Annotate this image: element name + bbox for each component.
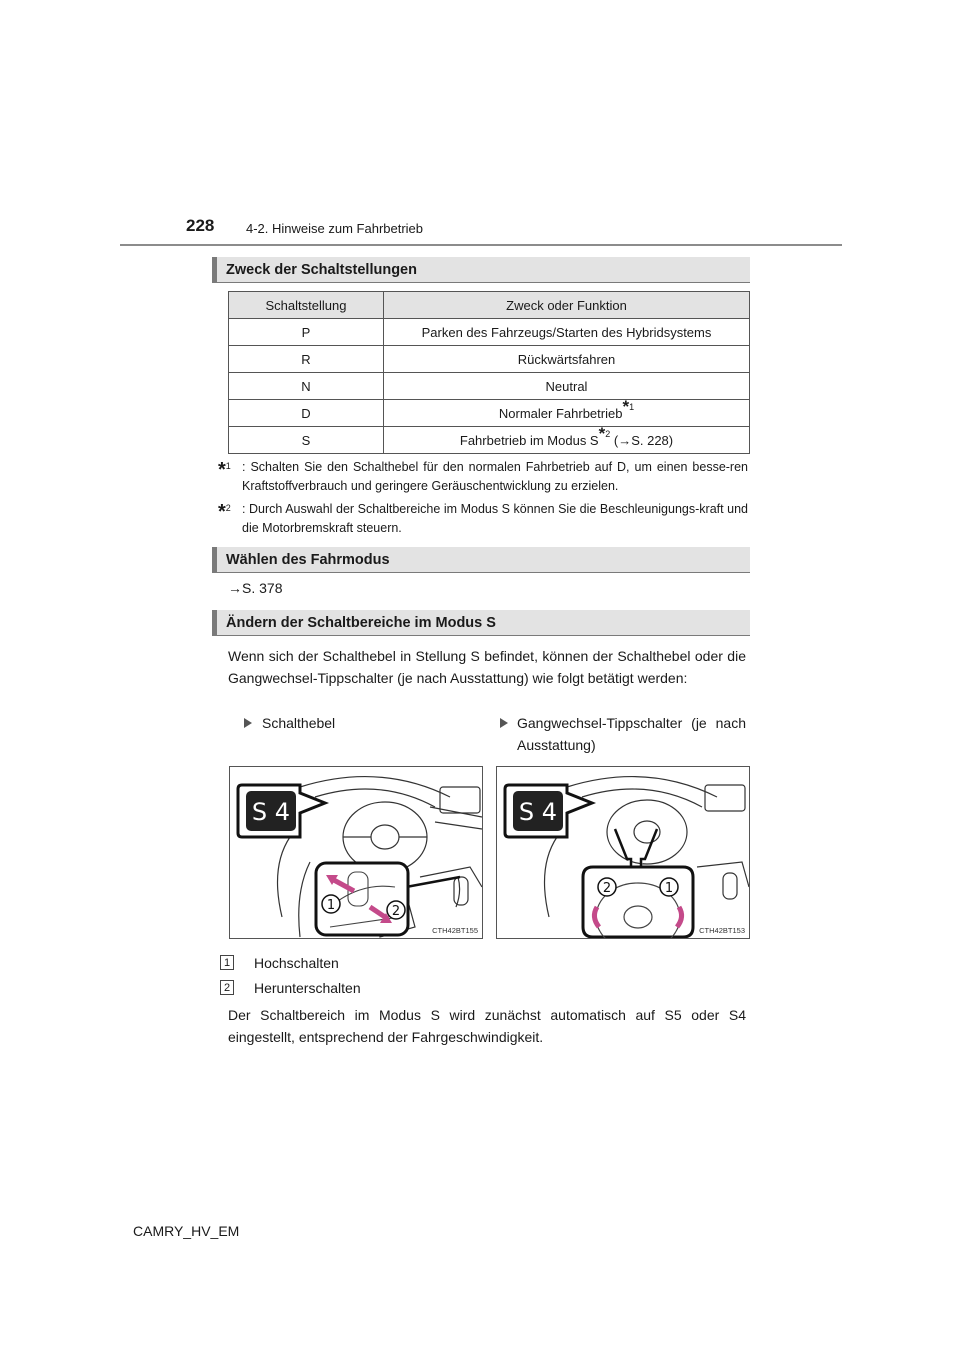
table-row (229, 346, 750, 373)
paddle-shifter-illustration (497, 767, 750, 939)
number-box: 1 (220, 955, 234, 970)
footnote-2 (218, 500, 748, 538)
intro-paragraph: Wenn sich der Schalthebel in Stellung S befindet, können der Schalthebel oder die Gangwechsel-Tippschalter (je nach Ausstattung) wie folgt betätigt werden: (228, 648, 746, 686)
table-cell-position: S (229, 427, 384, 454)
legend-item-downshift (220, 977, 361, 999)
table-header-row (229, 292, 750, 319)
bullet-label: Schalthebel (262, 715, 336, 731)
legend-text: Herunterschalten (254, 980, 361, 996)
bullet-paddle-shifters (500, 712, 746, 756)
bullet-label: Gangwechsel-Tippschalter (je nach Ausstattung) (517, 715, 746, 753)
table-row (229, 427, 750, 454)
table-cell-position: N (229, 373, 384, 400)
footnote-star-icon: * (218, 501, 226, 523)
callout-1: 1 (664, 881, 674, 896)
bullet-shift-lever (244, 712, 335, 734)
section-title: 4-2. Hinweise zum Fahrbetrieb (246, 221, 424, 236)
table-cell-function (384, 396, 750, 427)
figure-code: CTH42BT155 (432, 926, 478, 935)
header-rule (120, 244, 842, 246)
figure-code: CTH42BT153 (699, 926, 745, 935)
footnote-star-icon: * (218, 459, 226, 481)
shift-lever-illustration (230, 767, 483, 939)
table-cell-function (384, 423, 750, 454)
callout-2: 2 (391, 904, 401, 919)
function-text: Normaler Fahrbetrieb (498, 405, 623, 421)
footnote-star-icon: * (598, 423, 606, 443)
legend-text: Hochschalten (254, 955, 339, 971)
footnote-ref: 1 (629, 401, 635, 412)
table-row (229, 400, 750, 427)
triangle-bullet-icon (500, 718, 508, 728)
shift-position-table (228, 291, 750, 454)
figure-shift-lever (229, 766, 483, 939)
footnote-1 (218, 458, 748, 496)
column-header-function: Zweck oder Funktion (384, 292, 750, 319)
table-cell-position: R (229, 346, 384, 373)
table-cell-function: Neutral (384, 373, 750, 400)
footnote-mark: 2 (225, 503, 231, 513)
function-text: Fahrbetrieb im Modus S (459, 432, 599, 448)
number-box: 2 (220, 980, 234, 995)
table-cell-function: Parken des Fahrzeugs/Starten des Hybridsystems (384, 319, 750, 346)
footnote-star-icon: * (622, 396, 630, 416)
footnote-ref: 2 (605, 428, 611, 439)
gear-display-text: S 4 (518, 798, 558, 826)
section-heading-shift-positions: Zweck der Schaltstellungen (212, 257, 750, 283)
gear-display-text: S 4 (251, 798, 291, 826)
s-mode-note-paragraph: Der Schaltbereich im Modus S wird zunächst automatisch auf S5 oder S4 eingestellt, entsprechend der Fahrgeschwindigkeit. (228, 1007, 746, 1045)
footnote-text: : Durch Auswahl der Schaltbereiche im Modus S können Sie die Beschleunigungs-kraft und die Motorbremskraft steuern. (242, 502, 748, 535)
column-header-position: Schaltstellung (229, 292, 384, 319)
callout-2: 2 (602, 881, 612, 896)
table-cell-position: P (229, 319, 384, 346)
page-number: 228 (186, 216, 215, 235)
section-heading-drive-mode: Wählen des Fahrmodus (212, 547, 750, 573)
table-row (229, 319, 750, 346)
footnote-mark: 1 (225, 461, 231, 471)
table-cell-position: D (229, 400, 384, 427)
triangle-bullet-icon (244, 718, 252, 728)
table-cell-function: Rückwärtsfahren (384, 346, 750, 373)
callout-1: 1 (326, 898, 336, 913)
section-heading-s-mode-ranges: Ändern der Schaltbereiche im Modus S (212, 610, 750, 636)
page-reference-link[interactable]: (→S. 228) (613, 432, 674, 448)
legend-item-upshift (220, 952, 339, 974)
footnote-text: : Schalten Sie den Schalthebel für den normalen Fahrbetrieb auf D, um einen besse-ren Kraftstoffverbrauch und geringere Geräuschentwicklung zu erzielen. (242, 460, 748, 493)
model-code-footer: CAMRY_HV_EM (133, 1223, 240, 1239)
page-reference-link[interactable]: →S. 378 (228, 580, 283, 596)
table-row (229, 373, 750, 400)
figure-paddle-shifters (496, 766, 750, 939)
